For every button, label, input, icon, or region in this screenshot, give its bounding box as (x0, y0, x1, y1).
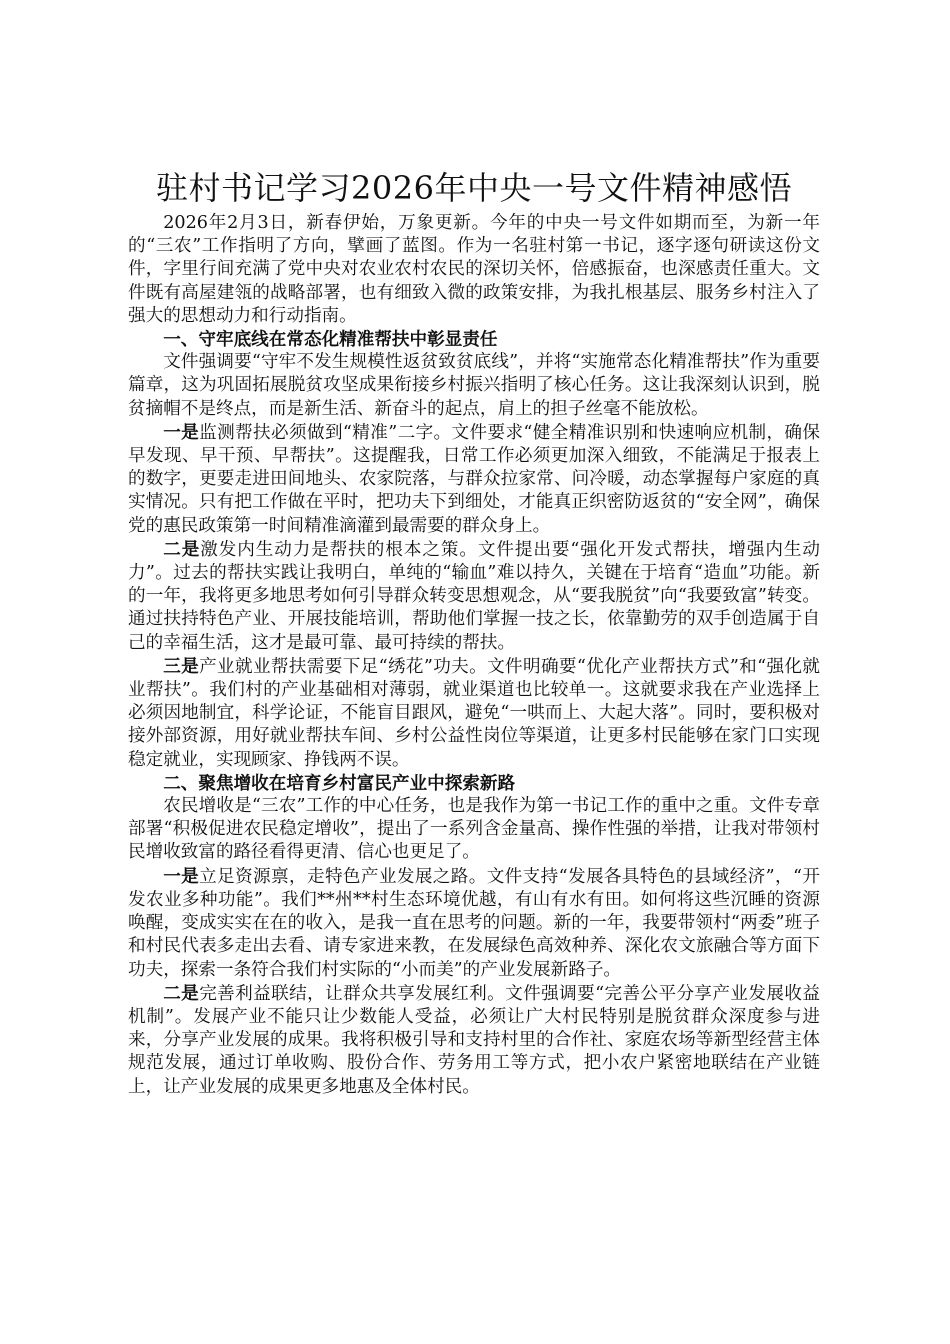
point-text: 立足资源禀，走特色产业发展之路。文件支持“发展各具特色的县域经济”，“开发农业多种功能”。我们**州**村生态环境优越，有山有水有田。如何将这些沉睡的资源唤醒，变成实实在在的收入，是我一直在思考的问题。新的一年，我要带领村“两委”班子和村民代表多走出去看、请专家进来教，在发展绿色高效种养、深化农文旅融合等方面下功夫，探索一条符合我们村实际的“小而美”的产业发展新路子。 (128, 866, 820, 980)
point-lead: 三是 (163, 655, 200, 677)
section-2-heading: 二、聚焦增收在培育乡村富民产业中探索新路 (163, 772, 516, 794)
point-text: 产业就业帮扶需要下足“绣花”功夫。文件明确要“优化产业帮扶方式”和“强化就业帮扶”。我们村的产业基础相对薄弱，就业渠道也比较单一。这就要求我在产业选择上必须因地制宜，科学论证，不能盲目跟风，避免“一哄而上、大起大落”。同时，要积极对接外部资源，用好就业帮扶车间、乡村公益性岗位等渠道，让更多村民能够在家门口实现稳定就业，实现顾家、挣钱两不误。 (128, 656, 820, 770)
point-lead: 一是 (163, 421, 200, 443)
document-page (128, 168, 820, 1099)
point-lead: 二是 (163, 982, 200, 1004)
section-1-point-1 (128, 421, 820, 538)
section-1-heading: 一、守牢底线在常态化精准帮扶中彰显责任 (163, 329, 498, 351)
point-text: 监测帮扶必须做到“精准”二字。文件要求“健全精准识别和快速响应机制，确保早发现、早干预、早帮扶”。这提醒我，日常工作必须更加深入细致，不能满足于报表上的数字，更要走进田间地头、农家院落，与群众拉家常、问冷暖，动态掌握每户家庭的真实情况。只有把工作做在平时，把功夫下到细处，才能真正织密防返贫的“安全网”，确保党的惠民政策第一时间精准滴灌到最需要的群众身上。 (128, 422, 820, 536)
document-title: 驻村书记学习2026年中央一号文件精神感悟 (156, 169, 792, 207)
section-2-intro: 农民增收是“三农”工作的中心任务，也是我作为第一书记工作的重中之重。文件专章部署“积极促进农民稳定增收”，提出了一系列含金量高、操作性强的举措，让我对带领村民增收致富的路径看得更清、信心也更足了。 (128, 796, 820, 863)
point-lead: 二是 (163, 538, 201, 560)
section-1-point-2 (128, 538, 820, 655)
section-2-point-2 (128, 982, 820, 1099)
section-2-point-1 (128, 865, 820, 982)
point-lead: 一是 (163, 865, 200, 887)
section-1-intro: 文件强调要“守牢不发生规模性返贫致贫底线”，并将“实施常态化精准帮扶”作为重要篇章，这为巩固拓展脱贫攻坚成果衔接乡村振兴指明了核心任务。这让我深刻认识到，脱贫摘帽不是终点，而是新生活、新奋斗的起点，肩上的担子丝毫不能放松。 (128, 352, 820, 419)
point-text: 激发内生动力是帮扶的根本之策。文件提出要“强化开发式帮扶，增强内生动力”。过去的帮扶实践让我明白，单纯的“输血”难以持久，关键在于培育“造血”功能。新的一年，我将更多地思考如何引导群众转变思想观念，从“要我脱贫”向“我要致富”转变。通过扶持特色产业、开展技能培训，帮助他们掌握一技之长，依靠勤劳的双手创造属于自己的幸福生活，这才是最可靠、最可持续的帮扶。 (128, 539, 820, 653)
section-1-point-3 (128, 655, 820, 772)
intro-paragraph: 2026年2月3日，新春伊始，万象更新。今年的中央一号文件如期而至，为新一年的“三农”工作指明了方向，擘画了蓝图。作为一名驻村第一书记，逐字逐句研读这份文件，字里行间充满了党中央对农业农村农民的深切关怀，倍感振奋，也深感责任重大。文件既有高屋建瓴的战略部署，也有细致入微的政策安排，为我扎根基层、服务乡村注入了强大的思想动力和行动指南。 (128, 213, 820, 326)
point-text: 完善利益联结，让群众共享发展红利。文件强调要“完善公平分享产业发展收益机制”。发展产业不能只让少数能人受益，必须让广大村民特别是脱贫群众深度参与进来，分享产业发展的成果。我将积极引导和支持村里的合作社、家庭农场等新型经营主体规范发展，通过订单收购、股份合作、劳务用工等方式，把小农户紧密地联结在产业链上，让产业发展的成果更多地惠及全体村民。 (128, 983, 820, 1097)
